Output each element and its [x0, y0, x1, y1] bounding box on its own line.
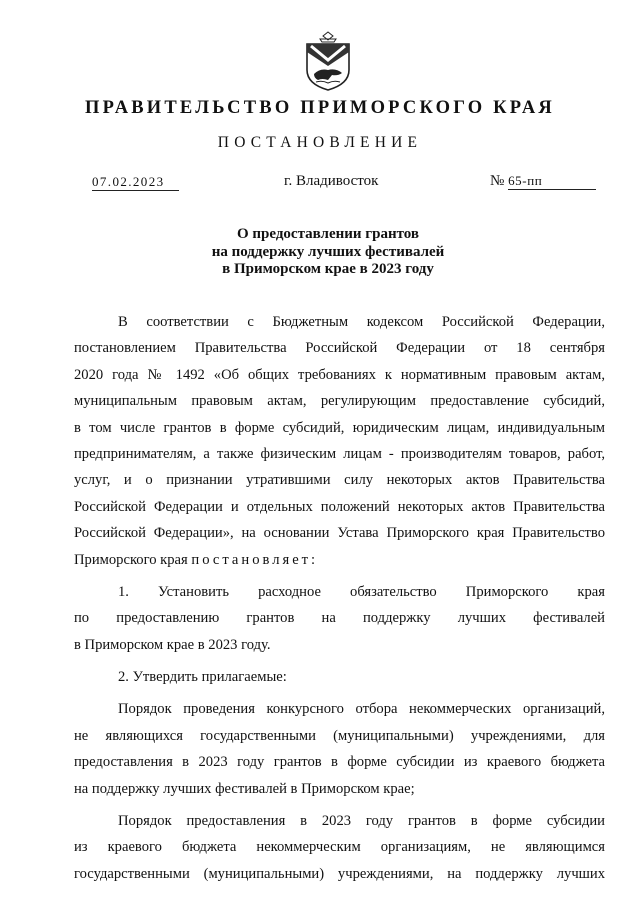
- subject-line: на поддержку лучших фестивалей: [211, 243, 445, 260]
- number-value: 65-пп: [508, 173, 596, 190]
- paragraph-procedure-selection: [74, 696, 605, 802]
- text-line: 2. Утвердить прилагаемые:: [118, 669, 287, 686]
- paragraph-procedure-grants: [74, 808, 605, 887]
- document-type: ПОСТАНОВЛЕНИЕ: [217, 134, 423, 151]
- text-line: Порядок предоставления в 2023 году грантов в форме субсидии: [118, 813, 605, 830]
- coat-of-arms-icon: [298, 30, 358, 92]
- document-subject: [0, 226, 640, 279]
- subject-line: в Приморском крае в 2023 году: [222, 261, 434, 277]
- document-date: 07.02.2023: [92, 174, 179, 191]
- text-line: предпринимателям, а также физическим лицам - производителям товаров, работ,: [74, 445, 605, 462]
- text-line: 1. Установить расходное обязательство Приморского края: [118, 583, 605, 600]
- text-line: 2020 года № 1492 «Об общих требованиях к нормативным правовым актам,: [74, 366, 605, 383]
- text-line: услуг, и о признании утратившими силу некоторых актов Правительства: [74, 472, 605, 489]
- document-city: г. Владивосток: [284, 173, 379, 189]
- paragraph-item-2: [74, 664, 605, 690]
- document-body: [74, 309, 605, 887]
- paragraph-preamble: [74, 309, 605, 573]
- subject-line: О предоставлении грантов: [236, 226, 419, 242]
- text-line: государственными (муниципальными) учреждениями, на поддержку лучших: [74, 865, 605, 882]
- text-line: муниципальным правовым актам, регулирующим предоставление субсидий,: [74, 393, 605, 410]
- text-line: [74, 547, 605, 573]
- text-line: Российской Федерации», на основании Устава Приморского края Правительство: [74, 525, 605, 542]
- text-line: В соответствии с Бюджетным кодексом Российской Федерации,: [118, 314, 605, 330]
- text-line: Порядок проведения конкурсного отбора некоммерческих организаций,: [118, 701, 605, 718]
- text-line: Российской Федерации и отдельных положений некоторых актов Правительства: [74, 498, 605, 515]
- text-line: предоставления в 2023 году грантов в форме субсидии из краевого бюджета: [74, 754, 605, 771]
- text-line: на поддержку лучших фестивалей в Приморском крае;: [74, 780, 415, 797]
- text-line: в Приморском крае в 2023 году.: [74, 636, 271, 653]
- text-line: по предоставлению грантов на поддержку лучших фестивалей: [74, 610, 605, 627]
- resolves-word: постановляет:: [191, 551, 319, 568]
- text-line: не являющихся государственными (муниципальными) учреждениями, для: [74, 727, 605, 744]
- government-title: ПРАВИТЕЛЬСТВО ПРИМОРСКОГО КРАЯ: [84, 98, 555, 118]
- text-line: в том числе грантов в форме субсидий, юридическим лицам, индивидуальным: [74, 419, 605, 436]
- number-sign: №: [490, 173, 505, 189]
- text-line: из краевого бюджета некоммерческим организациям, не являющимся: [74, 839, 605, 856]
- text-line: постановлением Правительства Российской Федерации от 18 сентября: [74, 340, 605, 357]
- text-fragment: Приморского края: [74, 551, 192, 568]
- document-number: [490, 173, 596, 190]
- paragraph-item-1: [74, 579, 605, 658]
